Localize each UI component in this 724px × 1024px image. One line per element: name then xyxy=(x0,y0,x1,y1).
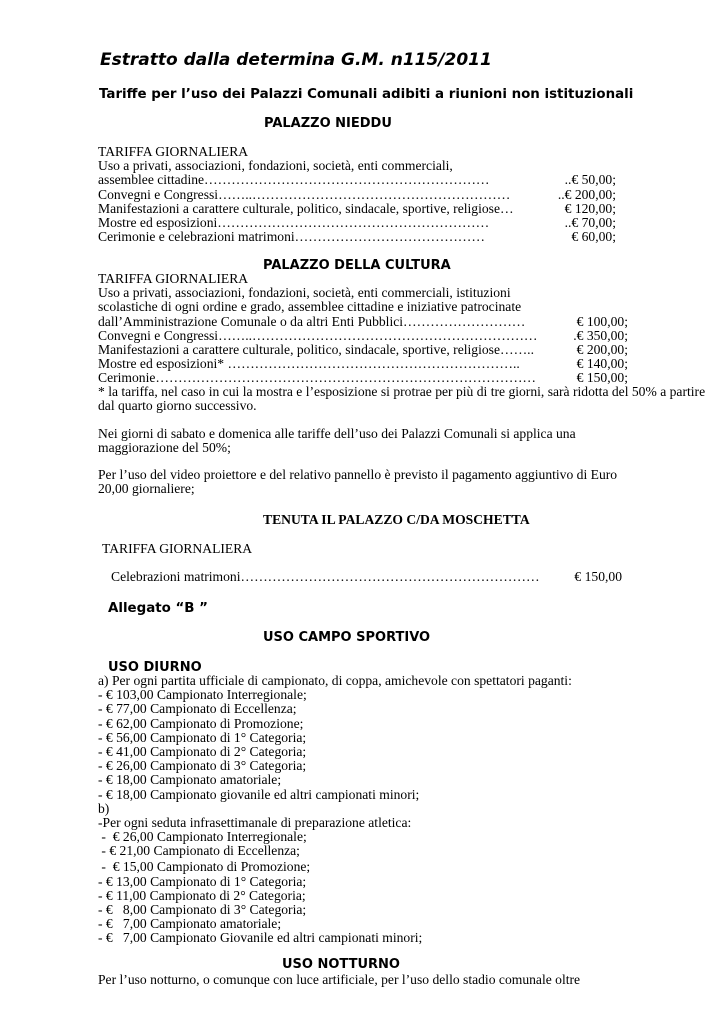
list-item: - € 7,00 Campionato amatoriale; xyxy=(98,916,282,932)
section-heading-cultura: PALAZZO DELLA CULTURA xyxy=(263,258,451,273)
list-item: - € 13,00 Campionato di 1° Categoria; xyxy=(98,873,307,889)
tariff-amount: € 150,00 xyxy=(574,570,622,584)
list-item: - € 7,00 Campionato Giovanile ed altri campionati minori; xyxy=(98,930,423,946)
list-intro: -Per ogni seduta infrasettimanale di preparazione atletica: xyxy=(98,814,412,830)
list-item: - € 77,00 Campionato di Eccellenza; xyxy=(98,701,297,717)
tariff-amount: ..€ 50,00; xyxy=(564,173,616,188)
usage-intro: scolastiche di ogni ordine e grado, assemblee cittadine e iniziative patrocinate xyxy=(98,299,522,315)
tariff-amount: ..€ 200,00; xyxy=(557,187,616,202)
diurno-list xyxy=(98,674,658,946)
tariff-label: Mostre ed esposizioni…………………………………………………… xyxy=(98,215,490,230)
list-item: - € 26,00 Campionato di 3° Categoria; xyxy=(98,758,307,774)
section-heading-campo: USO CAMPO SPORTIVO xyxy=(263,630,431,645)
tariff-label: Mostre ed esposizioni* ……………………………………………………….. xyxy=(98,357,520,372)
subheading-notturno: USO NOTTURNO xyxy=(282,957,400,972)
tariff-row xyxy=(98,216,616,230)
tariff-label: Convegni e Congressi……..………………………………………………… xyxy=(98,187,511,202)
tariff-amount: € 140,00; xyxy=(576,357,628,372)
list-item: - € 18,00 Campionato giovanile ed altri campionati minori; xyxy=(98,786,420,802)
tariff-amount: € 100,00; xyxy=(576,314,628,329)
tariff-row xyxy=(98,315,628,329)
list-item: - € 41,00 Campionato di 2° Categoria; xyxy=(98,743,307,759)
document-subtitle: Tariffe per l’uso dei Palazzi Comunali adibiti a riunioni non istituzionali xyxy=(99,87,634,102)
tariff-amount: € 200,00; xyxy=(576,342,628,357)
section-heading-nieddu: PALAZZO NIEDDU xyxy=(264,116,392,131)
cultura-tariffs xyxy=(98,272,628,386)
tariff-label: Cerimonie e celebrazioni matrimoni…………………………………… xyxy=(98,230,485,245)
tariffa-label: TARIFFA GIORNALIERA xyxy=(98,271,249,286)
tariff-row xyxy=(98,329,628,343)
notturno-paragraph: Per l’uso notturno, o comunque con luce artificiale, per l’uso dello stadio comunale oltre xyxy=(98,972,581,987)
list-item: - € 56,00 Campionato di 1° Categoria; xyxy=(98,729,307,745)
tariff-label: Manifestazioni a carattere culturale, politico, sindacale, sportive, religiose… xyxy=(98,201,514,216)
tariff-label: Cerimonie………………………………………………………………………… xyxy=(98,371,537,386)
list-item: - € 8,00 Campionato di 3° Categoria; xyxy=(98,902,307,917)
tariff-row xyxy=(98,230,616,244)
list-intro: a) Per ogni partita ufficiale di campionato, di coppa, amichevole con spettatori paganti: xyxy=(98,673,572,688)
tariff-amount: € 60,00; xyxy=(571,230,616,245)
tariff-row xyxy=(111,570,622,584)
tariff-amount: € 120,00; xyxy=(564,201,616,216)
tariff-label: Manifestazioni a carattere culturale, politico, sindacale, sportive, religiose…….. xyxy=(98,342,534,357)
nieddu-tariffs xyxy=(98,145,616,244)
usage-intro: Uso a privati, associazioni, fondazioni, società, enti commerciali, xyxy=(98,158,453,174)
moschetta-tariff-row xyxy=(111,570,622,584)
list-item: - € 26,00 Campionato Interregionale; xyxy=(98,829,307,845)
subheading-diurno: USO DIURNO xyxy=(108,660,202,675)
tariffa-label: TARIFFA GIORNALIERA xyxy=(102,541,253,556)
tariff-row xyxy=(98,357,628,371)
list-item: - € 11,00 Campionato di 2° Categoria; xyxy=(98,887,306,903)
list-item: - € 21,00 Campionato di Eccellenza; xyxy=(98,843,300,859)
tariff-label: dall’Amministrazione Comunale o da altri Enti Pubblici……………………… xyxy=(98,314,526,329)
tariff-row xyxy=(98,202,616,216)
tariff-amount: € 150,00; xyxy=(576,371,628,386)
tariff-row xyxy=(98,188,616,202)
list-label: b) xyxy=(98,800,110,816)
tariff-amount: ..€ 70,00; xyxy=(564,215,616,230)
tariff-row xyxy=(98,173,616,187)
tariff-row xyxy=(98,343,628,357)
allegato-label: Allegato “B ” xyxy=(108,601,208,616)
document-title: Estratto dalla determina G.M. n115/2011 xyxy=(100,50,492,70)
exhibition-discount-note: * la tariffa, nel caso in cui la mostra e l’esposizione si protrae per più di tre giorni, sarà ridotta del 50% a partire dal quarto giorno successivo. xyxy=(98,384,706,414)
tariff-amount: .€ 350,00; xyxy=(573,328,628,343)
section-heading-moschetta: TENUTA IL PALAZZO C/DA MOSCHETTA xyxy=(263,512,530,527)
list-item: - € 18,00 Campionato amatoriale; xyxy=(98,772,282,788)
tariff-label: Convegni e Congressi……..……………………………………………………… xyxy=(98,328,538,343)
tariff-label: assemblee cittadine……………………………………………………… xyxy=(98,173,490,188)
list-item: - € 15,00 Campionato di Promozione; xyxy=(98,859,311,875)
usage-intro: Uso a privati, associazioni, fondazioni, società, enti commerciali, istituzioni xyxy=(98,285,511,301)
list-item: - € 103,00 Campionato Interregionale; xyxy=(98,687,307,703)
tariff-label: Celebrazioni matrimoni………………………………………………………… xyxy=(111,570,540,584)
weekend-surcharge-paragraph: Nei giorni di sabato e domenica alle tariffe dell’uso dei Palazzi Comunali si applica una maggiorazione del 50%; xyxy=(98,426,576,456)
list-item: - € 62,00 Campionato di Promozione; xyxy=(98,715,304,731)
tariffa-label: TARIFFA GIORNALIERA xyxy=(98,144,249,159)
video-projector-paragraph: Per l’uso del video proiettore e del relativo pannello è previsto il pagamento aggiuntivo di Euro 20,00 giornaliere; xyxy=(98,467,618,497)
